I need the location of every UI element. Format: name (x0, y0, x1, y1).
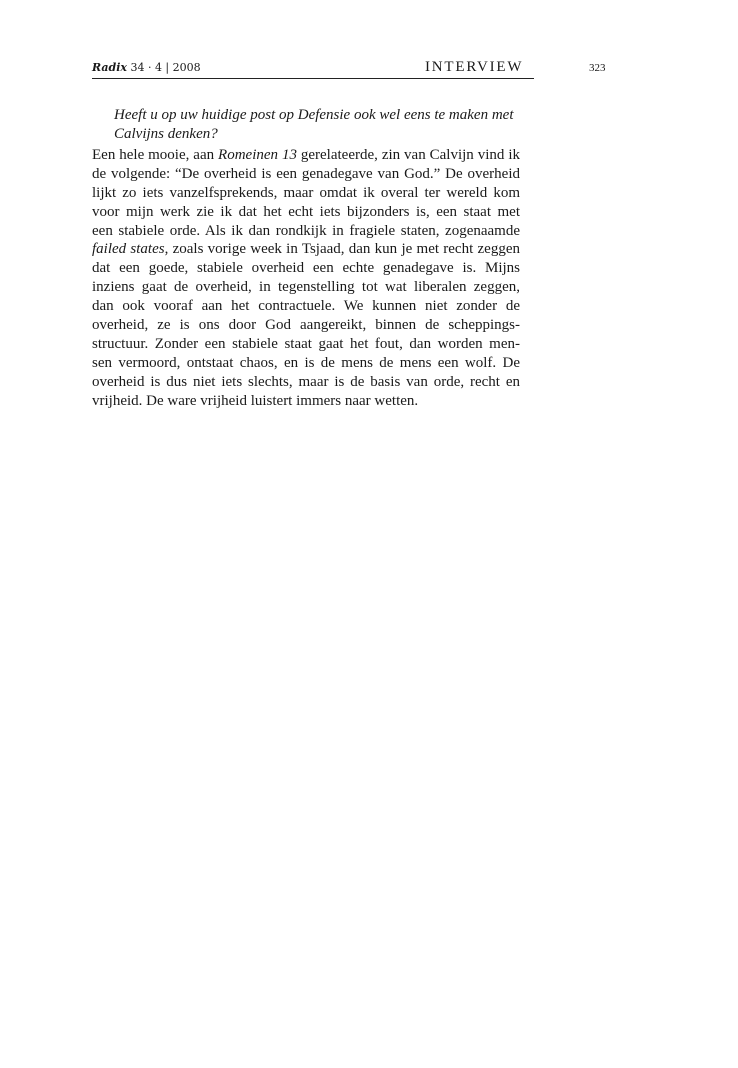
answer-text: de volgende: “De overheid is een genadegave van God.” De overheid (92, 165, 520, 182)
answer-text: lijkt zo iets vanzelfsprekends, maar omdat ik overal ter wereld kom (92, 184, 520, 201)
answer-text: gerelateerde, zin van Calvijn vind ik (296, 147, 520, 163)
answer-line (92, 335, 520, 354)
answer-line (92, 203, 520, 222)
issue-info: 34 · 4 | 2008 (130, 61, 201, 74)
answer-text: inziens gaat de overheid, in tegenstelling tot wat liberalen zeggen, (92, 279, 520, 296)
header-rule (92, 78, 534, 79)
answer-line (92, 278, 520, 297)
answer-text: dat een goede, stabiele overheid een echte genadegave is. Mijns (92, 260, 520, 277)
answer-line (92, 240, 520, 259)
interview-answer (92, 146, 520, 410)
answer-text: voor mijn werk zie ik dat het echt iets bijzonders is, een staat met (92, 203, 520, 220)
answer-text: structuur. Zonder een stabiele staat gaat het fout, dan worden men- (92, 335, 520, 352)
question-line: Heeft u op uw huidige post op Defensie ook wel eens te maken met (114, 107, 514, 123)
answer-line (92, 373, 520, 392)
answer-line (92, 392, 520, 411)
journal-citation (92, 61, 201, 75)
answer-text: , zoals vorige week in Tsjaad, dan kun je met recht zeggen (164, 241, 520, 258)
answer-line (92, 146, 520, 165)
answer-text: een stabiele orde. Als ik dan rondkijk in fragiele staten, zogenaamde (92, 222, 520, 239)
answer-text: vrijheid. De ware vrijheid luistert immers naar wetten. (92, 392, 419, 409)
answer-line (92, 259, 520, 278)
page-number: 323 (589, 62, 606, 74)
answer-text: dan ook vooraf aan het contractuele. We kunnen niet zonder de (92, 298, 520, 315)
question-line: Calvijns denken? (114, 126, 218, 142)
section-title: INTERVIEW (425, 59, 524, 75)
answer-text: Een hele mooie, aan (92, 147, 219, 163)
running-header (92, 61, 610, 81)
answer-line (92, 184, 520, 203)
answer-emphasis: failed states (92, 241, 165, 258)
answer-text: overheid is dus niet iets slechts, maar is de basis van orde, recht en (92, 373, 520, 390)
answer-line (92, 354, 520, 373)
interview-question (114, 106, 524, 144)
answer-text: sen vermoord, ontstaat chaos, en is de mens de mens een wolf. De (92, 354, 520, 371)
answer-text: overheid, ze is ons door God aangereikt, binnen de scheppings- (92, 317, 520, 334)
answer-line (92, 297, 520, 316)
answer-emphasis: Romeinen 13 (218, 147, 297, 163)
answer-line (92, 222, 520, 241)
journal-name: Radix (92, 61, 127, 74)
answer-line (92, 165, 520, 184)
answer-line (92, 316, 520, 335)
